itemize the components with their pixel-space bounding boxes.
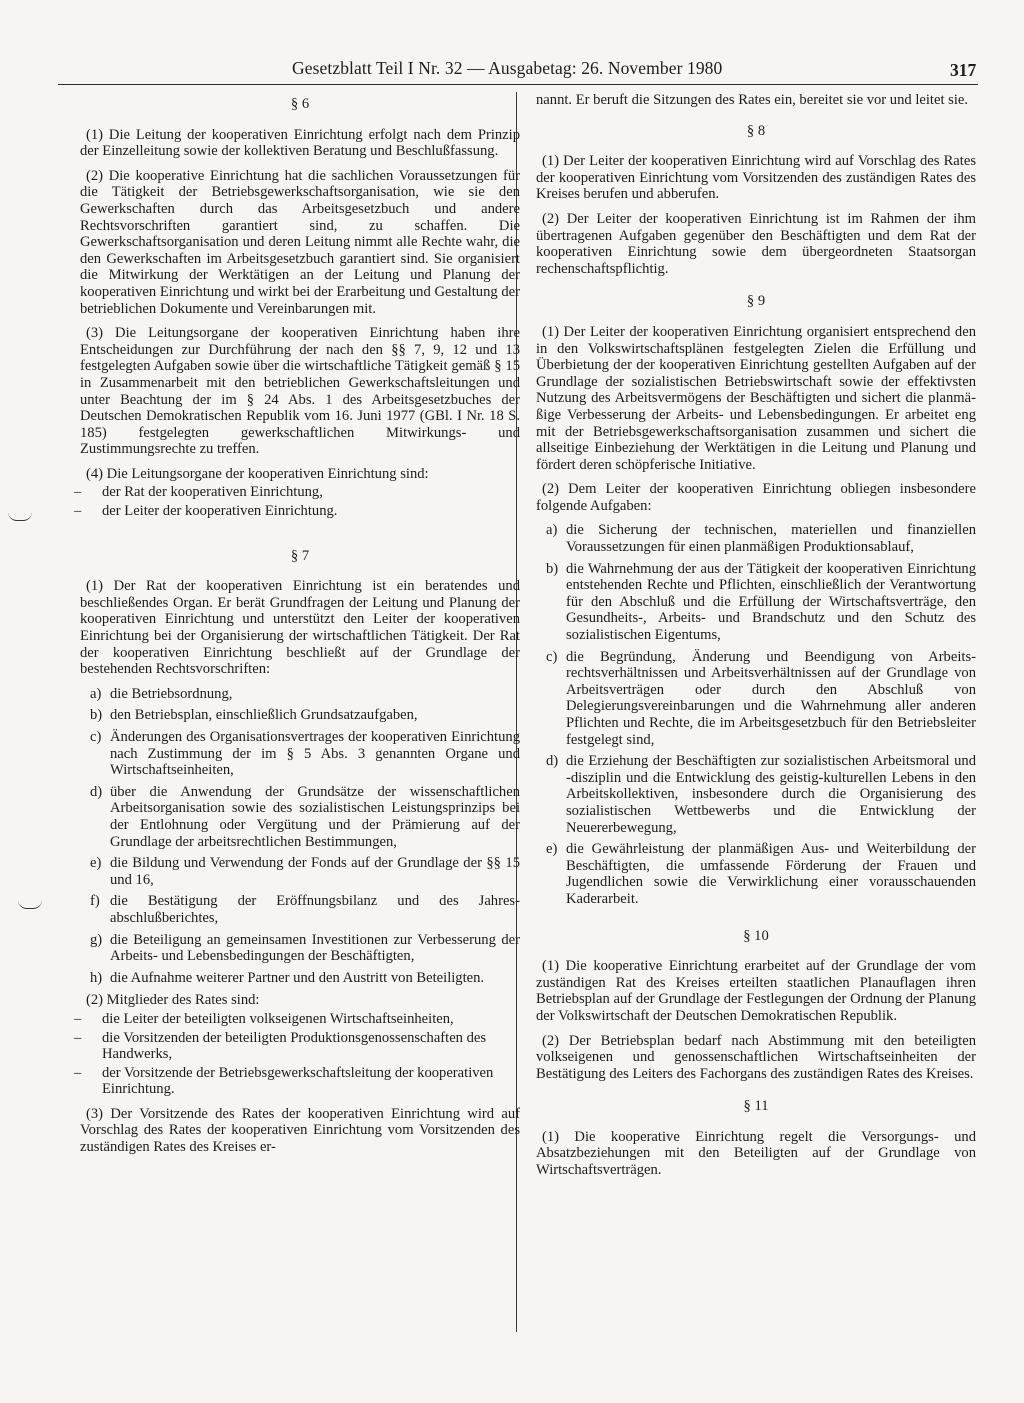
left-column	[74, 92, 520, 1164]
list-item: h) die Aufnahme weiterer Partner und den Austritt von Beteiligten.	[90, 969, 485, 986]
list-item: d) über die Anwendung der Grundsätze der wissenschaftlichen Arbeitsorganisation sowie des sozialistischen Leistungsprinzips bei der Entlohnung oder Vergütung und der Prämierung auf der Grundlage der arbeitsrechtlichen Bestimmungen,	[90, 783, 520, 850]
page-header	[0, 58, 1024, 84]
paragraph: (1) Der Leiter der kooperativen Einrichtung wird auf Vorschlag des Rates der kooperativen Einrichtung vom Vorsitzenden des zuständigen Rates des Kreises berufen und abberufen.	[536, 153, 976, 203]
paragraph: (2) Der Betriebsplan bedarf nach Abstimmung mit den beteiligten volkseigenen und genossenschaftlichen Wirtschaftseinheiten der Bestätigung des Leiters des Fachorgans des zuständigen Rates des Kreises.	[536, 1032, 976, 1082]
paragraph: (3) Die Leitungsorgane der kooperativen Einrichtung haben ihre Entscheidungen zur Durchführung der nach den §§ 7, 9, 12 und 13 festgelegten Aufgaben sowie über die wirtschaftliche Tätigkeit gemäß § 15 in Zusammenarbeit mit den betrieblichen Gewerkschaftsleitungen und unter Beachtung der im § 24 Abs. 1 des Arbeitsgesetzbuches der Deutschen Demokratischen Republik vom 16. Juni 1977 (GBl. I Nr. 18 S. 185) festgelegten gewerkschaftlichen Mitwirkungs- und Zustimmungsrechte zu treffen.	[80, 325, 520, 458]
paragraph: (2) Die kooperative Einrichtung hat die sachlichen Voraussetzungen für die Tätigkeit der Betriebsgewerkschaftsorganisation, wie sie den Gewerkschaften durch das Arbeitsgesetzbuch und andere Rechtsvorschriften garantiert sind, zu schaffen. Die Gewerkschaftsorganisation und deren Leitung nimmt alle Rechte wahr, die den Gewerkschaften im Arbeitsgesetzbuch garantiert sind. Sie organisiert die Mitwirkung der Werktätigen an der Leitung und Planung der kooperativen Einrichtung und wirkt bei der Erarbeitung und Gestaltung der betrieblichen Dokumente und Vereinbarungen mit.	[80, 167, 520, 317]
paragraph: (1) Der Rat der kooperativen Einrichtung ist ein beratendes und beschließendes Organ. Er berät Grundfragen der Leitung und Planung der kooperativen Einrichtung und unterstützt den Leiter der kooperativen Einrichtung bei der Organisierung der wirtschaftlichen Tätigkeit. Der Rat der kooperativen Einrichtung beschließt auf der Grundlage der bestehenden Rechtsvorschriften:	[80, 578, 520, 678]
paragraph: nannt. Er beruft die Sitzungen des Rates ein, bereitet sie vor und leitet sie.	[536, 92, 969, 108]
paragraph: (1) Die kooperative Einrichtung erarbeitet auf der Grundlage der vom zuständigen Rat des Kreises erteilten staatlichen Planauflagen ihren Betriebsplan auf der Grundlage der Festlegungen der Ordnung der Planung der Volkswirtschaft der Deutschen Demokratischen Republik.	[536, 958, 976, 1024]
list-item: c) Änderungen des Organisationsvertrages der kooperativen Einrichtung nach Zustimmung der im § 5 Abs. 3 genannten Organe und Wirtschaftseinheiten,	[90, 729, 520, 779]
section-7-heading: § 7	[290, 547, 310, 564]
paragraph: (2) Dem Leiter der kooperativen Einrichtung obliegen insbesondere folgende Aufgaben:	[536, 481, 976, 514]
section-11-heading: § 11	[743, 1098, 769, 1115]
list-item: a) die Sicherung der technischen, materiellen und finanziellen Voraussetzungen für einen planmäßigen Produktionsablauf,	[546, 522, 976, 556]
paragraph: (4) Die Leitungsorgane der kooperativen Einrichtung sind:	[86, 465, 429, 482]
page-number: 317	[950, 60, 977, 80]
list-item: c) die Begründung, Änderung und Beendigung von Arbeitsrechtsverhältnissen und Arbeitsverhältnissen auf der Grundlage von Arbeitsverträgen oder durch den Abschluß von Delegierungsvereinbarungen und die Wahrnehmung aller anderen Pflichten und Rechte, die im Arbeitsgesetzbuch für den Betriebsleiter festgelegt sind,	[546, 648, 976, 748]
list-item: e) die Bildung und Verwendung der Fonds auf der Grundlage der §§ 15 und 16,	[90, 855, 520, 888]
paragraph: (1) Die Leitung der kooperativen Einrichtung erfolgt nach dem Prinzip der Einzelleitung sowie der kollektiven Beratung und Beschlußfassung.	[80, 126, 520, 160]
header-rule	[58, 84, 978, 85]
dash-item: – die Leiter der beteiligten volkseigenen Wirtschaftseinheiten,	[74, 1010, 454, 1027]
section-8-heading: § 8	[746, 122, 766, 139]
paragraph: (3) Der Vorsitzende des Rates der kooperativen Einrichtung wird auf Vorschlag des Rates der kooperativen Einrichtung vom Vorsitzenden des zuständigen Rates des Kreises er-	[80, 1105, 520, 1156]
list-item: a) die Betriebsordnung,	[90, 685, 233, 702]
section-9-heading: § 9	[746, 293, 766, 310]
paragraph: (2) Der Leiter der kooperativen Einrichtung ist im Rahmen der ihm übertragenen Aufgaben gegenüber den Beschäftigten und dem Rat der kooperativen Einrichtung sowie dem übergeordneten Staatsorgan rechenschaftspflichtig.	[536, 210, 976, 277]
right-column	[536, 92, 976, 1187]
gazette-title: Gesetzblatt Teil I Nr. 32 — Ausgabetag: 26. November 1980	[292, 58, 723, 78]
dash-item: – der Rat der kooperativen Einrichtung,	[74, 484, 323, 501]
paragraph: (1) Die kooperative Einrichtung regelt die Versorgungs- und Absatzbeziehungen mit den Beteiligten auf der Grundlage von Wirtschaftsverträgen.	[536, 1128, 976, 1179]
list-item: g) die Beteiligung an gemeinsamen Investitionen zur Verbesserung der Arbeits- und Lebensbedingungen der Beschäftigten,	[90, 931, 520, 965]
paragraph: (1) Der Leiter der kooperativen Einrichtung organisiert entsprechend den in den Volkswirtschaftsplänen festgelegten Zielen die Erfüllung und Überbietung der der kooperativen Einrichtung gestellten Aufgaben auf der Grundlage der sozialistischen Betriebswirtschaft sowie der effektivsten Nutzung des Arbeitsvermögens der Beschäftigten und sichert die planmäßige Verbesserung der Arbeits- und Lebensbedingungen. Er arbeitet eng mit der Betriebsgewerkschaftsorganisation zusammen und sichert die allseitige Einbeziehung der Werktätigen in die Leitung und Planung und fördert deren schöpferische Initiative.	[536, 323, 976, 473]
list-item: b) den Betriebsplan, einschließlich Grundsatzaufgaben,	[90, 707, 418, 724]
list-item: f) die Bestätigung der Eröffnungsbilanz und des Jahresabschlußberichtes,	[90, 893, 520, 926]
dash-item: – die Vorsitzenden der beteiligten Produktionsgenossenschaften des Handwerks,	[74, 1029, 487, 1063]
list-item: e) die Gewährleistung der planmäßigen Aus- und Weiterbildung der Beschäftigten, die umfassende Förderung der Frauen und Jugendlichen sowie die Verwirklichung einer vorausschauenden Kaderarbeit.	[546, 841, 976, 907]
paragraph: (2) Mitglieder des Rates sind:	[86, 992, 260, 1009]
margin-mark-icon	[8, 512, 32, 521]
margin-mark-icon	[18, 900, 42, 909]
section-6-heading: § 6	[290, 96, 310, 112]
dash-item: – der Vorsitzende der Betriebsgewerkschaftsleitung der kooperativen Einrichtung.	[74, 1064, 494, 1098]
list-item: b) die Wahrnehmung der aus der Tätigkeit der kooperativen Einrichtung entstehenden Rechte und Pflichten, einschließlich der Verantwortung für den Abschluß und die Erfüllung der Wirtschaftsverträge, den Gesundheits-, Arbeits- und Brandschutz und den Schutz des sozialistischen Eigentums,	[546, 560, 976, 644]
dash-item: – der Leiter der kooperativen Einrichtung.	[74, 503, 338, 520]
list-item: d) die Erziehung der Beschäftigten zur sozialistischen Arbeitsmoral und -disziplin und die Entwicklung des geistig-kulturellen Lebens in den Arbeitskollektiven, insbesondere durch die Organisierung des sozialistischen Wettbewerbs und die Entwicklung der Neuererbewegung,	[546, 753, 976, 836]
section-10-heading: § 10	[743, 927, 769, 944]
